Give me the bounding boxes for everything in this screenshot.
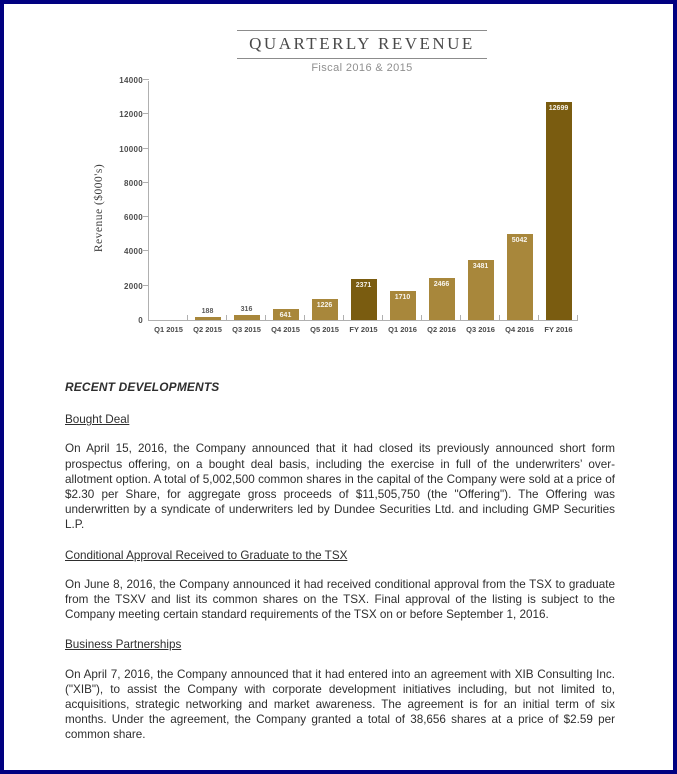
bar-q3-2015	[234, 315, 260, 320]
bar-slot	[539, 81, 578, 320]
chart-subtitle: Fiscal 2016 & 2015	[311, 62, 413, 74]
bar-slot	[344, 81, 383, 320]
recent-developments-section	[65, 380, 615, 743]
x-tick-mark	[577, 315, 578, 320]
plot-area	[148, 81, 578, 321]
x-axis-label: FY 2015	[349, 325, 378, 334]
bar-slot	[383, 81, 422, 320]
section-title: RECENT DEVELOPMENTS	[65, 380, 220, 394]
bar-value-label: 2371	[355, 282, 372, 290]
paragraph-bought-deal: On April 15, 2016, the Company announced that it had closed its previously announced short form prospectus offering, on a bought deal basis, including the exercise in full of the underwriters’ over-allotment option. A total of 5,002,500 common shares in the capital of the Company were sold at a price of $2.30 per Share, for aggregate gross proceeds of $11,505,750 (the "Offering"). The Offering was underwritten by a syndicate of underwriters led by Dundee Securities Ltd. and including GMP Securities L.P.	[65, 442, 615, 532]
bar-slot	[461, 81, 500, 320]
bar-value-label: 1226	[316, 301, 333, 309]
x-axis-label: Q3 2015	[232, 325, 261, 334]
bar-value-label: 641	[279, 312, 292, 319]
bar-value-label: 12699	[548, 105, 569, 113]
chart-header	[146, 30, 578, 74]
bar-q4-2016	[507, 234, 533, 320]
y-tick-mark	[143, 79, 149, 80]
bar-slot	[500, 81, 539, 320]
y-tick-label: 2000	[124, 281, 143, 291]
bar-value-label: 316	[240, 305, 253, 313]
y-tick-label: 10000	[119, 144, 143, 154]
paragraph-conditional-approval: On June 8, 2016, the Company announced it had received conditional approval from the TSX to graduate from the TSXV and list its common shares on the TSX. Final approval of the listing is subject to the Company meeting certain standard requirements of the TSX on or before September 1, 2016.	[65, 577, 615, 622]
y-tick-label: 4000	[124, 247, 143, 257]
x-axis-label: Q2 2016	[427, 325, 456, 334]
bar-slot	[422, 81, 461, 320]
x-axis-label: Q1 2015	[154, 325, 183, 334]
subsection-heading-business-partnerships: Business Partnerships	[65, 638, 182, 652]
y-tick-label: 14000	[119, 76, 143, 85]
bar-slot	[227, 81, 266, 320]
x-axis-label: Q4 2015	[271, 325, 300, 334]
subsection-heading-conditional-approval: Conditional Approval Received to Graduate to the TSX	[65, 548, 348, 562]
bar-slot	[266, 81, 305, 320]
y-axis-title-column	[90, 81, 108, 334]
y-tick-label: 0	[138, 316, 143, 325]
bar-value-label: 188	[201, 307, 214, 315]
x-axis-label: Q3 2016	[466, 325, 495, 334]
x-axis-label: Q1 2016	[388, 325, 417, 334]
x-axis-labels	[149, 325, 578, 334]
x-axis-label: FY 2016	[544, 325, 573, 334]
x-axis-label: Q5 2015	[310, 325, 339, 334]
chart-title: QUARTERLY REVENUE	[237, 30, 487, 59]
y-tick-label: 12000	[119, 110, 143, 120]
y-tick-label: 6000	[124, 213, 143, 223]
bar-q2-2015	[195, 317, 221, 320]
plot-column	[148, 81, 578, 334]
bar-value-label: 5042	[511, 236, 528, 244]
bar-value-label: 1710	[394, 293, 411, 301]
bar-slot	[305, 81, 344, 320]
y-axis	[108, 76, 148, 325]
bar-value-label: 3481	[472, 263, 489, 271]
x-axis-label: Q2 2015	[193, 325, 222, 334]
bar-value-label: 2466	[433, 280, 450, 288]
y-tick-label: 8000	[124, 178, 143, 188]
paragraph-business-partnerships: On April 7, 2016, the Company announced that it had entered into an agreement with XIB Consulting Inc. ("XIB"), to assist the Company with corporate development initiatives including, but not limited to, acquisitions, strategic networking and market awareness. The agreement is for an initial term of six months. Under the agreement, the Company granted a total of 38,656 shares at a price of $2.59 per common share.	[65, 667, 615, 742]
subsection-heading-bought-deal: Bought Deal	[65, 413, 130, 427]
chart-body	[90, 76, 578, 334]
y-axis-title: Revenue ($000's)	[93, 163, 105, 252]
x-axis-label: Q4 2016	[505, 325, 534, 334]
bar-slot	[188, 81, 227, 320]
quarterly-revenue-chart	[90, 30, 578, 334]
bar-slot	[149, 81, 188, 320]
bar-fy-2016	[546, 102, 572, 320]
